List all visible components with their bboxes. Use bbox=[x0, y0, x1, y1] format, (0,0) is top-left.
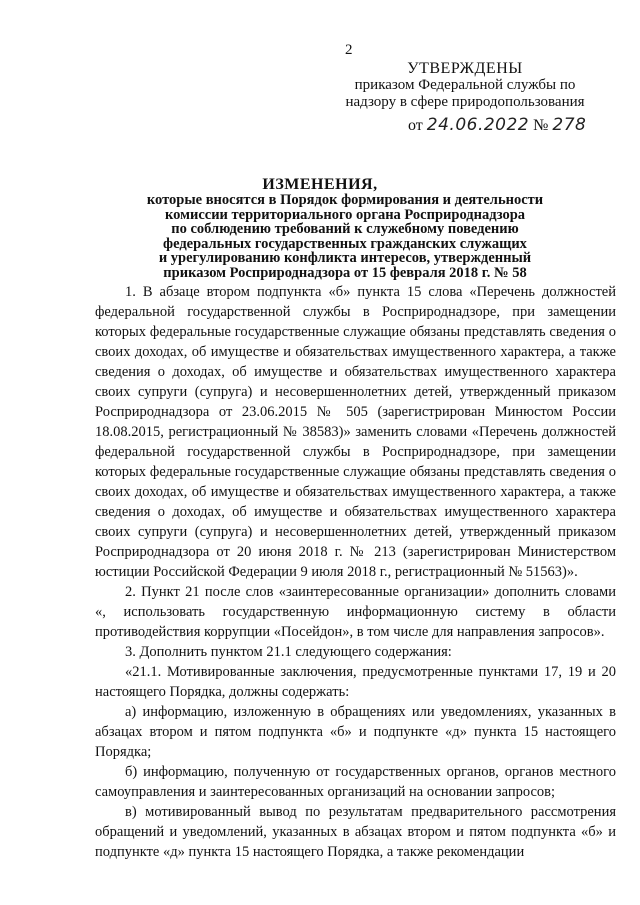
document-body bbox=[95, 282, 616, 862]
paragraph-item-b: б) информацию, полученную от государственных органов, органов местного самоуправления и заинтересованных организаций на основании запросов; bbox=[95, 764, 616, 800]
approval-line-2: надзору в сфере природопользования bbox=[345, 94, 585, 110]
approval-title: УТВЕРЖДЕНЫ bbox=[407, 60, 523, 77]
subtitle-line: которые вносятся в Порядок формирования и деятельности bbox=[146, 192, 544, 208]
approval-block bbox=[330, 60, 600, 111]
paragraph-item-v: в) мотивированный вывод по результатам предварительного рассмотрения обращений и уведомлений, указанных в абзацах втором и пятом подпункта «б» и подпункте «д» пункта 15 настоящего Порядка, а также рекомендации bbox=[95, 804, 616, 860]
approval-line-1: приказом Федеральной службы по bbox=[354, 77, 576, 93]
subtitle-line: и урегулированию конфликта интересов, утвержденный bbox=[158, 250, 532, 266]
document-title: ИЗМЕНЕНИЯ, bbox=[262, 176, 378, 193]
paragraph-item-a: а) информацию, изложенную в обращениях или уведомлениях, указанных в абзацах втором и пятом подпункта «б» и подпункте «д» пункта 15 настоящего Порядка; bbox=[95, 704, 616, 760]
order-number-handwritten: 278 bbox=[552, 115, 587, 135]
subtitle-line: по соблюдению требований к служебному поведению bbox=[171, 221, 519, 237]
paragraph-2: 2. Пункт 21 после слов «заинтересованные организации» дополнить словами «, использовать государственную информационную систему в области противодействия коррупции «Посейдон», в том числе для направления запросов». bbox=[95, 584, 616, 640]
paragraph-1: 1. В абзаце втором подпункта «б» пункта 15 слова «Перечень должностей федеральной государственной службы в Росприроднадзоре, при замещении которых федеральные государственные служащие обязаны представлять сведения о своих доходах, об имуществе и обязательствах имущественного характера, а также сведения о доходах, об имуществе и обязательствах имущественного характера своих супруги (супруга) и несовершеннолетних детей, утвержденный приказом Росприроднадзора от 23.06.2015 № 505 (зарегистрирован Минюстом России 18.08.2015, регистрационный № 38583)» заменить словами «Перечень должностей федеральной государственной службы в Росприроднадзоре, при замещении которых федеральные государственные служащие обязаны представлять сведения о своих доходах, об имуществе и обязательствах имущественного характера, а также сведения о доходах, об имуществе и обязательствах имущественного характера своих супруги (супруга) и несовершеннолетних детей, утвержденный приказом Росприроднадзора от 20 июня 2018 г. № 213 (зарегистрирован Министерством юстиции Российской Федерации 9 июля 2018 г., регистрационный № 51563)». bbox=[95, 284, 616, 580]
subtitle-line: федеральных государственных гражданских служащих bbox=[163, 235, 527, 252]
document-subtitle bbox=[140, 193, 550, 280]
order-date-number bbox=[408, 115, 586, 135]
paragraph-3: 3. Дополнить пунктом 21.1 следующего содержания: bbox=[125, 644, 452, 660]
subtitle-line: приказом Росприроднадзора от 15 февраля 2018 г. № 58 bbox=[163, 264, 527, 281]
order-date-prefix: от bbox=[408, 117, 423, 134]
page-number: 2 bbox=[345, 42, 353, 58]
subtitle-line: комиссии территориального органа Росприроднадзора bbox=[164, 206, 526, 223]
order-date-handwritten: 24.06.2022 bbox=[426, 115, 530, 135]
order-number-prefix: № bbox=[533, 117, 549, 134]
paragraph-21-1-intro: «21.1. Мотивированные заключения, предусмотренные пунктами 17, 19 и 20 настоящего Порядка, должны содержать: bbox=[95, 664, 616, 700]
